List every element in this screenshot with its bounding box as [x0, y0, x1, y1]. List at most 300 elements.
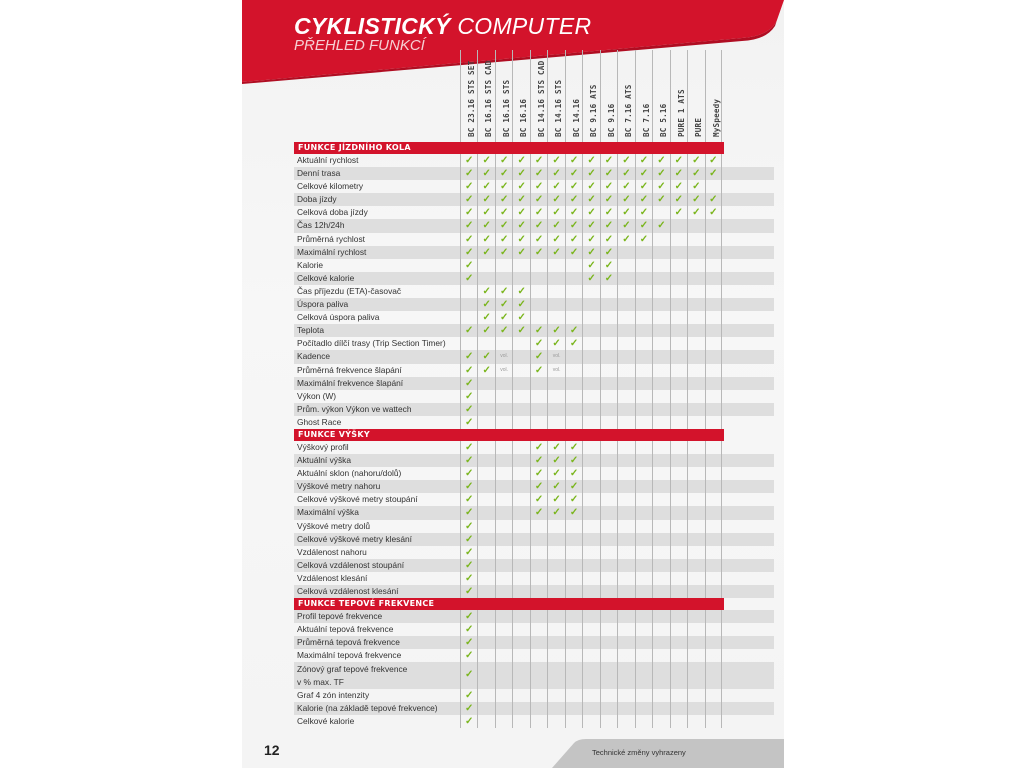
empty-cell	[670, 337, 687, 350]
table-row	[294, 377, 774, 390]
empty-cell	[687, 623, 704, 636]
check-icon: ✓	[565, 167, 582, 180]
empty-cell	[582, 533, 599, 546]
column-header	[530, 50, 547, 142]
empty-cell	[687, 533, 704, 546]
empty-cell	[635, 441, 652, 454]
check-icon: ✓	[460, 715, 477, 728]
empty-cell	[460, 311, 477, 324]
table-row	[294, 259, 774, 272]
empty-cell	[687, 364, 704, 377]
empty-cell	[565, 572, 582, 585]
empty-cell	[477, 493, 494, 506]
empty-cell	[670, 364, 687, 377]
check-icon: ✓	[460, 546, 477, 559]
empty-cell	[565, 364, 582, 377]
empty-cell	[670, 233, 687, 246]
empty-cell	[477, 623, 494, 636]
empty-cell	[652, 533, 669, 546]
section-header: FUNKCE VÝŠKY	[294, 429, 724, 441]
empty-cell	[495, 636, 512, 649]
empty-cell	[460, 337, 477, 350]
check-icon: ✓	[547, 480, 564, 493]
empty-cell	[670, 403, 687, 416]
empty-cell	[635, 533, 652, 546]
empty-cell	[512, 623, 529, 636]
feature-label: Průměrná tepová frekvence	[297, 637, 400, 648]
column-header-label: BC 5.16	[659, 103, 669, 137]
empty-cell	[652, 233, 669, 246]
empty-cell	[477, 715, 494, 728]
check-icon: ✓	[460, 610, 477, 623]
empty-cell	[600, 533, 617, 546]
check-icon: ✓	[600, 154, 617, 167]
empty-cell	[582, 350, 599, 363]
feature-label: Vzdálenost klesání	[297, 572, 368, 583]
empty-cell	[687, 546, 704, 559]
empty-cell	[530, 533, 547, 546]
check-icon: ✓	[565, 441, 582, 454]
feature-label: Profil tepové frekvence	[297, 611, 383, 622]
empty-cell	[477, 480, 494, 493]
check-icon: ✓	[477, 350, 494, 363]
check-icon: ✓	[530, 180, 547, 193]
empty-cell	[530, 390, 547, 403]
empty-cell	[635, 585, 652, 598]
empty-cell	[705, 180, 722, 193]
empty-cell	[495, 520, 512, 533]
table-row	[294, 272, 774, 285]
empty-cell	[617, 246, 634, 259]
column-header-label: MySpeedy	[711, 98, 721, 137]
empty-cell	[687, 390, 704, 403]
empty-cell	[460, 285, 477, 298]
column-header	[705, 50, 722, 142]
empty-cell	[617, 689, 634, 702]
empty-cell	[600, 390, 617, 403]
empty-cell	[512, 520, 529, 533]
empty-cell	[600, 416, 617, 429]
empty-cell	[635, 662, 652, 688]
footer-note: Technické změny vyhrazeny	[592, 748, 686, 757]
check-icon: ✓	[512, 324, 529, 337]
empty-cell	[477, 520, 494, 533]
empty-cell	[530, 715, 547, 728]
feature-label: Výškové metry nahoru	[297, 481, 381, 492]
check-icon: ✓	[460, 559, 477, 572]
empty-cell	[635, 324, 652, 337]
check-icon: ✓	[705, 154, 722, 167]
check-icon: ✓	[460, 520, 477, 533]
empty-cell	[530, 416, 547, 429]
check-icon: ✓	[460, 649, 477, 662]
check-icon: ✓	[512, 193, 529, 206]
empty-cell	[705, 506, 722, 519]
feature-label: Doba jízdy	[297, 194, 337, 205]
empty-cell	[705, 233, 722, 246]
column-header	[670, 50, 687, 142]
empty-cell	[705, 272, 722, 285]
empty-cell	[530, 285, 547, 298]
empty-cell	[512, 546, 529, 559]
empty-cell	[687, 285, 704, 298]
check-icon: ✓	[460, 180, 477, 193]
empty-cell	[687, 454, 704, 467]
check-icon: ✓	[460, 390, 477, 403]
empty-cell	[565, 390, 582, 403]
empty-cell	[670, 546, 687, 559]
empty-cell	[547, 702, 564, 715]
check-icon: ✓	[477, 233, 494, 246]
empty-cell	[495, 546, 512, 559]
table-row	[294, 454, 774, 467]
feature-label: Denní trasa	[297, 168, 341, 179]
table-row	[294, 662, 774, 688]
empty-cell	[547, 533, 564, 546]
empty-cell	[635, 649, 652, 662]
empty-cell	[600, 467, 617, 480]
empty-cell	[705, 533, 722, 546]
empty-cell	[635, 337, 652, 350]
column-header-label: BC 9.16	[606, 103, 616, 137]
empty-cell	[670, 610, 687, 623]
check-icon: ✓	[635, 233, 652, 246]
empty-cell	[460, 298, 477, 311]
column-header-label: BC 16.16	[519, 98, 529, 137]
empty-cell	[670, 520, 687, 533]
table-row	[294, 546, 774, 559]
check-icon: ✓	[460, 193, 477, 206]
check-icon: ✓	[635, 206, 652, 219]
empty-cell	[477, 689, 494, 702]
empty-cell	[565, 649, 582, 662]
document-page	[242, 0, 784, 768]
check-icon: ✓	[512, 285, 529, 298]
empty-cell	[477, 259, 494, 272]
empty-cell	[512, 506, 529, 519]
empty-cell	[512, 364, 529, 377]
empty-cell	[652, 649, 669, 662]
empty-cell	[547, 662, 564, 688]
empty-cell	[617, 533, 634, 546]
check-icon: ✓	[617, 154, 634, 167]
empty-cell	[477, 272, 494, 285]
empty-cell	[670, 493, 687, 506]
empty-cell	[687, 467, 704, 480]
empty-cell	[565, 272, 582, 285]
check-icon: ✓	[477, 364, 494, 377]
empty-cell	[617, 285, 634, 298]
check-icon: ✓	[530, 480, 547, 493]
column-header	[547, 50, 564, 142]
feature-label: Kadence	[297, 351, 331, 362]
empty-cell	[600, 493, 617, 506]
empty-cell	[547, 390, 564, 403]
check-icon: ✓	[565, 337, 582, 350]
table-row	[294, 337, 774, 350]
empty-cell	[617, 546, 634, 559]
table-row	[294, 324, 774, 337]
empty-cell	[705, 298, 722, 311]
empty-cell	[635, 715, 652, 728]
empty-cell	[547, 377, 564, 390]
column-header-label: BC 14.16 STS CAD	[536, 60, 546, 137]
empty-cell	[547, 311, 564, 324]
check-icon: ✓	[530, 193, 547, 206]
empty-cell	[687, 559, 704, 572]
empty-cell	[512, 662, 529, 688]
check-icon: ✓	[495, 324, 512, 337]
empty-cell	[687, 272, 704, 285]
check-icon: ✓	[460, 454, 477, 467]
empty-cell	[565, 259, 582, 272]
check-icon: ✓	[547, 506, 564, 519]
empty-cell	[635, 623, 652, 636]
check-icon: ✓	[600, 167, 617, 180]
empty-cell	[530, 623, 547, 636]
check-icon: ✓	[565, 154, 582, 167]
empty-cell	[635, 246, 652, 259]
check-icon: ✓	[460, 206, 477, 219]
empty-cell	[600, 506, 617, 519]
feature-label: Maximální rychlost	[297, 246, 367, 257]
empty-cell	[477, 377, 494, 390]
empty-cell	[565, 662, 582, 688]
check-icon: ✓	[582, 206, 599, 219]
empty-cell	[495, 493, 512, 506]
empty-cell	[565, 403, 582, 416]
feature-label: Ghost Race	[297, 416, 342, 427]
empty-cell	[582, 454, 599, 467]
check-icon: ✓	[600, 233, 617, 246]
empty-cell	[652, 585, 669, 598]
check-icon: ✓	[460, 533, 477, 546]
empty-cell	[617, 364, 634, 377]
empty-cell	[635, 259, 652, 272]
empty-cell	[512, 390, 529, 403]
empty-cell	[477, 416, 494, 429]
empty-cell	[687, 219, 704, 232]
empty-cell	[565, 533, 582, 546]
check-icon: ✓	[460, 441, 477, 454]
empty-cell	[687, 246, 704, 259]
empty-cell	[617, 311, 634, 324]
page-title	[294, 14, 591, 38]
empty-cell	[687, 493, 704, 506]
table-row	[294, 298, 774, 311]
table-row	[294, 585, 774, 598]
table-row	[294, 219, 774, 232]
empty-cell	[477, 702, 494, 715]
check-icon: ✓	[547, 324, 564, 337]
empty-cell	[652, 246, 669, 259]
empty-cell	[495, 454, 512, 467]
column-header-label: BC 16.16 STS	[501, 79, 511, 137]
empty-cell	[547, 520, 564, 533]
check-icon: ✓	[582, 259, 599, 272]
check-icon: ✓	[477, 285, 494, 298]
empty-cell	[705, 559, 722, 572]
check-icon: ✓	[635, 167, 652, 180]
column-header-label: BC 14.16 STS	[554, 79, 564, 137]
empty-cell	[635, 390, 652, 403]
empty-cell	[635, 377, 652, 390]
empty-cell	[582, 377, 599, 390]
check-icon: ✓	[460, 480, 477, 493]
empty-cell	[705, 662, 722, 688]
empty-cell	[565, 559, 582, 572]
check-icon: ✓	[600, 193, 617, 206]
empty-cell	[495, 377, 512, 390]
empty-cell	[687, 441, 704, 454]
empty-cell	[687, 585, 704, 598]
empty-cell	[705, 311, 722, 324]
empty-cell	[617, 377, 634, 390]
check-icon: ✓	[582, 180, 599, 193]
empty-cell	[635, 702, 652, 715]
empty-cell	[530, 377, 547, 390]
check-icon: ✓	[547, 180, 564, 193]
empty-cell	[495, 585, 512, 598]
check-icon: ✓	[670, 193, 687, 206]
section-header: FUNKCE TEPOVÉ FREKVENCE	[294, 598, 724, 610]
empty-cell	[687, 298, 704, 311]
empty-cell	[530, 259, 547, 272]
empty-cell	[652, 493, 669, 506]
empty-cell	[652, 311, 669, 324]
check-icon: ✓	[460, 493, 477, 506]
empty-cell	[617, 467, 634, 480]
check-icon: ✓	[460, 364, 477, 377]
check-icon: ✓	[477, 154, 494, 167]
empty-cell	[652, 702, 669, 715]
table-row	[294, 520, 774, 533]
empty-cell	[495, 689, 512, 702]
empty-cell	[582, 324, 599, 337]
empty-cell	[687, 702, 704, 715]
feature-label: Graf 4 zón intenzity	[297, 689, 370, 700]
empty-cell	[670, 572, 687, 585]
empty-cell	[635, 546, 652, 559]
empty-cell	[617, 715, 634, 728]
empty-cell	[635, 350, 652, 363]
check-icon: ✓	[705, 193, 722, 206]
check-icon: ✓	[582, 154, 599, 167]
check-icon: ✓	[460, 350, 477, 363]
check-icon: ✓	[530, 206, 547, 219]
check-icon: ✓	[460, 506, 477, 519]
empty-cell	[582, 520, 599, 533]
empty-cell	[495, 441, 512, 454]
table-row	[294, 403, 774, 416]
empty-cell	[600, 689, 617, 702]
empty-cell	[495, 610, 512, 623]
empty-cell	[617, 662, 634, 688]
check-icon: ✓	[495, 233, 512, 246]
empty-cell	[600, 441, 617, 454]
empty-cell	[582, 649, 599, 662]
empty-cell	[565, 520, 582, 533]
empty-cell	[477, 506, 494, 519]
empty-cell	[530, 311, 547, 324]
feature-label: Celkové kalorie	[297, 272, 355, 283]
column-header	[687, 50, 704, 142]
check-icon: ✓	[547, 154, 564, 167]
empty-cell	[530, 610, 547, 623]
check-icon: ✓	[477, 206, 494, 219]
check-icon: ✓	[617, 167, 634, 180]
empty-cell	[495, 506, 512, 519]
check-icon: ✓	[460, 623, 477, 636]
check-icon: ✓	[565, 506, 582, 519]
check-icon: ✓	[565, 467, 582, 480]
empty-cell	[530, 520, 547, 533]
feature-label: Kalorie (na základě tepové frekvence)	[297, 702, 438, 713]
check-icon: ✓	[547, 193, 564, 206]
column-header-label: BC 23.16 STS SET	[467, 60, 476, 137]
empty-cell	[547, 715, 564, 728]
empty-cell	[635, 298, 652, 311]
feature-label: Zónový graf tepové frekvence v % max. TF	[297, 664, 408, 687]
empty-cell	[495, 662, 512, 688]
table-row	[294, 364, 774, 377]
empty-cell	[565, 546, 582, 559]
empty-cell	[670, 416, 687, 429]
check-icon: ✓	[600, 206, 617, 219]
empty-cell	[635, 364, 652, 377]
empty-cell	[495, 533, 512, 546]
check-icon: ✓	[460, 636, 477, 649]
feature-label: Průměrná frekvence šlapání	[297, 364, 402, 375]
empty-cell	[582, 416, 599, 429]
empty-cell	[565, 689, 582, 702]
check-icon: ✓	[547, 246, 564, 259]
empty-cell	[652, 572, 669, 585]
check-icon: ✓	[530, 467, 547, 480]
empty-cell	[617, 572, 634, 585]
empty-cell	[617, 390, 634, 403]
empty-cell	[547, 585, 564, 598]
empty-cell	[547, 272, 564, 285]
check-icon: ✓	[635, 180, 652, 193]
feature-label: Prům. výkon Výkon ve wattech	[297, 403, 412, 414]
empty-cell	[512, 441, 529, 454]
empty-cell	[582, 337, 599, 350]
empty-cell	[547, 636, 564, 649]
empty-cell	[652, 520, 669, 533]
empty-cell	[512, 636, 529, 649]
empty-cell	[705, 219, 722, 232]
empty-cell	[617, 350, 634, 363]
column-header-label: BC 9.16 ATS	[589, 84, 599, 137]
check-icon: ✓	[530, 154, 547, 167]
table-row	[294, 390, 774, 403]
empty-cell	[600, 572, 617, 585]
check-icon: ✓	[530, 233, 547, 246]
feature-label: Celkové výškové metry klesání	[297, 533, 412, 544]
empty-cell	[617, 493, 634, 506]
feature-label: Aktuální sklon (nahoru/dolů)	[297, 468, 402, 479]
check-icon: ✓	[530, 506, 547, 519]
empty-cell	[582, 546, 599, 559]
table-row	[294, 167, 774, 180]
empty-cell	[652, 662, 669, 688]
empty-cell	[600, 623, 617, 636]
check-icon: ✓	[670, 167, 687, 180]
empty-cell	[600, 364, 617, 377]
empty-cell	[530, 546, 547, 559]
check-icon: ✓	[530, 324, 547, 337]
